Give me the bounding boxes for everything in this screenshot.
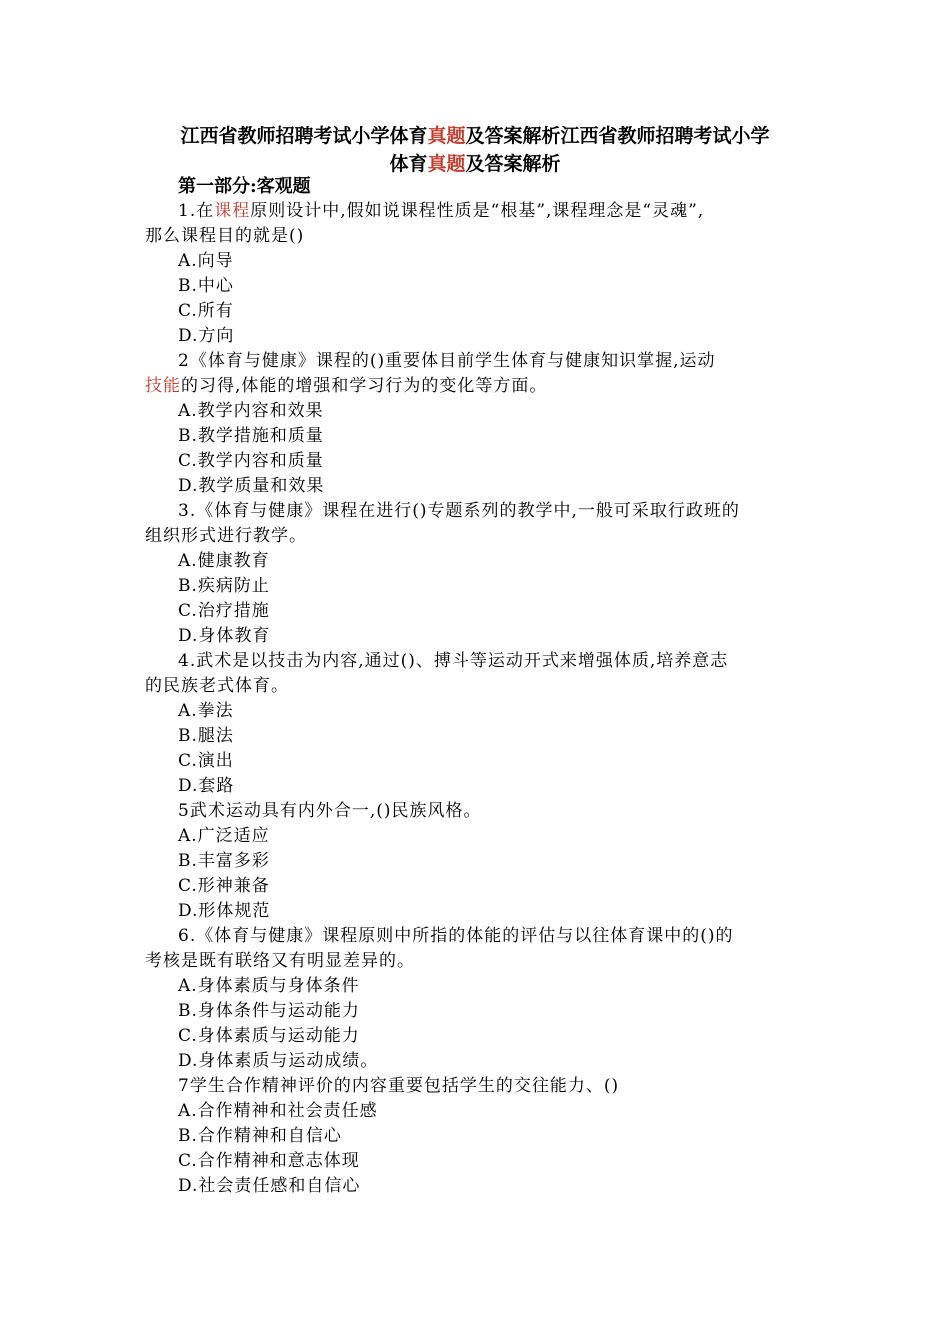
question-1-option-a: A.向导 xyxy=(178,251,234,271)
question-1-option-c: C.所有 xyxy=(178,301,234,321)
question-5-option-b: B.丰富多彩 xyxy=(178,851,270,871)
question-4-text-cont: 的民族老式体育。 xyxy=(145,676,289,696)
question-5-option-d: D.形体规范 xyxy=(178,901,271,921)
question-6-option-b: B.身体条件与运动能力 xyxy=(178,1001,360,1021)
question-3-text: 3.《体育与健康》课程在进行()专题系列的教学中,一般可采取行政班的 xyxy=(178,501,740,521)
highlighted-term: 真题 xyxy=(427,153,466,175)
question-7-text: 7学生合作精神评价的内容重要包括学生的交往能力、() xyxy=(178,1076,620,1096)
question-6-option-a: A.身体素质与身体条件 xyxy=(178,976,360,996)
section-heading: 第一部分:客观题 xyxy=(178,176,311,197)
question-6-option-d: D.身体素质与运动成绩。 xyxy=(178,1051,379,1071)
question-7-option-c: C.合作精神和意志体现 xyxy=(178,1151,360,1171)
question-1-option-d: D.方向 xyxy=(178,326,235,346)
question-3-option-c: C.治疗措施 xyxy=(178,601,270,621)
question-6-text-cont: 考核是既有联络又有明显差异的。 xyxy=(145,951,415,971)
question-1-text: 1.在课程原则设计中,假如说课程性质是“根基”,课程理念是“灵魂”, xyxy=(178,201,705,221)
question-5-text: 5武术运动具有内外合一,()民族风格。 xyxy=(178,801,482,821)
highlighted-term: 课程 xyxy=(214,201,251,221)
highlighted-term: 真题 xyxy=(427,125,466,147)
title-line-2: 体育真题及答案解析 xyxy=(389,153,561,175)
question-5-option-a: A.广泛适应 xyxy=(178,826,270,846)
question-4-option-c: C.演出 xyxy=(178,751,234,771)
highlighted-term: 技能 xyxy=(145,376,181,396)
question-4-option-a: A.拳法 xyxy=(178,701,234,721)
question-3-option-a: A.健康教育 xyxy=(178,551,270,571)
question-6-option-c: C.身体素质与运动能力 xyxy=(178,1026,360,1046)
question-2-text: 2《体育与健康》课程的()重要体目前学生体育与健康知识掌握,运动 xyxy=(178,351,716,371)
question-3-option-d: D.身体教育 xyxy=(178,626,271,646)
question-3-text-cont: 组织形式进行教学。 xyxy=(145,526,307,546)
question-7-option-a: A.合作精神和社会责任感 xyxy=(178,1101,378,1121)
question-list xyxy=(145,199,807,1199)
question-6-text: 6.《体育与健康》课程原则中所指的体能的评估与以往体育课中的()的 xyxy=(178,926,734,946)
question-2-text-cont: 技能的习得,体能的增强和学习行为的变化等方面。 xyxy=(145,376,548,396)
question-2-option-c: C.教学内容和质量 xyxy=(178,451,324,471)
question-5-option-c: C.形神兼备 xyxy=(178,876,270,896)
question-7-option-d: D.社会责任感和自信心 xyxy=(178,1176,361,1196)
question-7-option-b: B.合作精神和自信心 xyxy=(178,1126,342,1146)
question-4-text: 4.武术是以技击为内容,通过()、搏斗等运动开式来增强体质,培养意志 xyxy=(178,651,729,671)
question-1-option-b: B.中心 xyxy=(178,276,234,296)
title-line-1: 江西省教师招聘考试小学体育真题及答案解析江西省教师招聘考试小学 xyxy=(180,125,770,147)
question-2-option-d: D.教学质量和效果 xyxy=(178,476,325,496)
question-4-option-d: D.套路 xyxy=(178,776,235,796)
question-2-option-b: B.教学措施和质量 xyxy=(178,426,324,446)
question-1-text-cont: 那么课程目的就是() xyxy=(145,226,305,246)
question-2-option-a: A.教学内容和效果 xyxy=(178,401,324,421)
question-3-option-b: B.疾病防止 xyxy=(178,576,270,596)
document-title xyxy=(145,122,805,178)
question-4-option-b: B.腿法 xyxy=(178,726,234,746)
